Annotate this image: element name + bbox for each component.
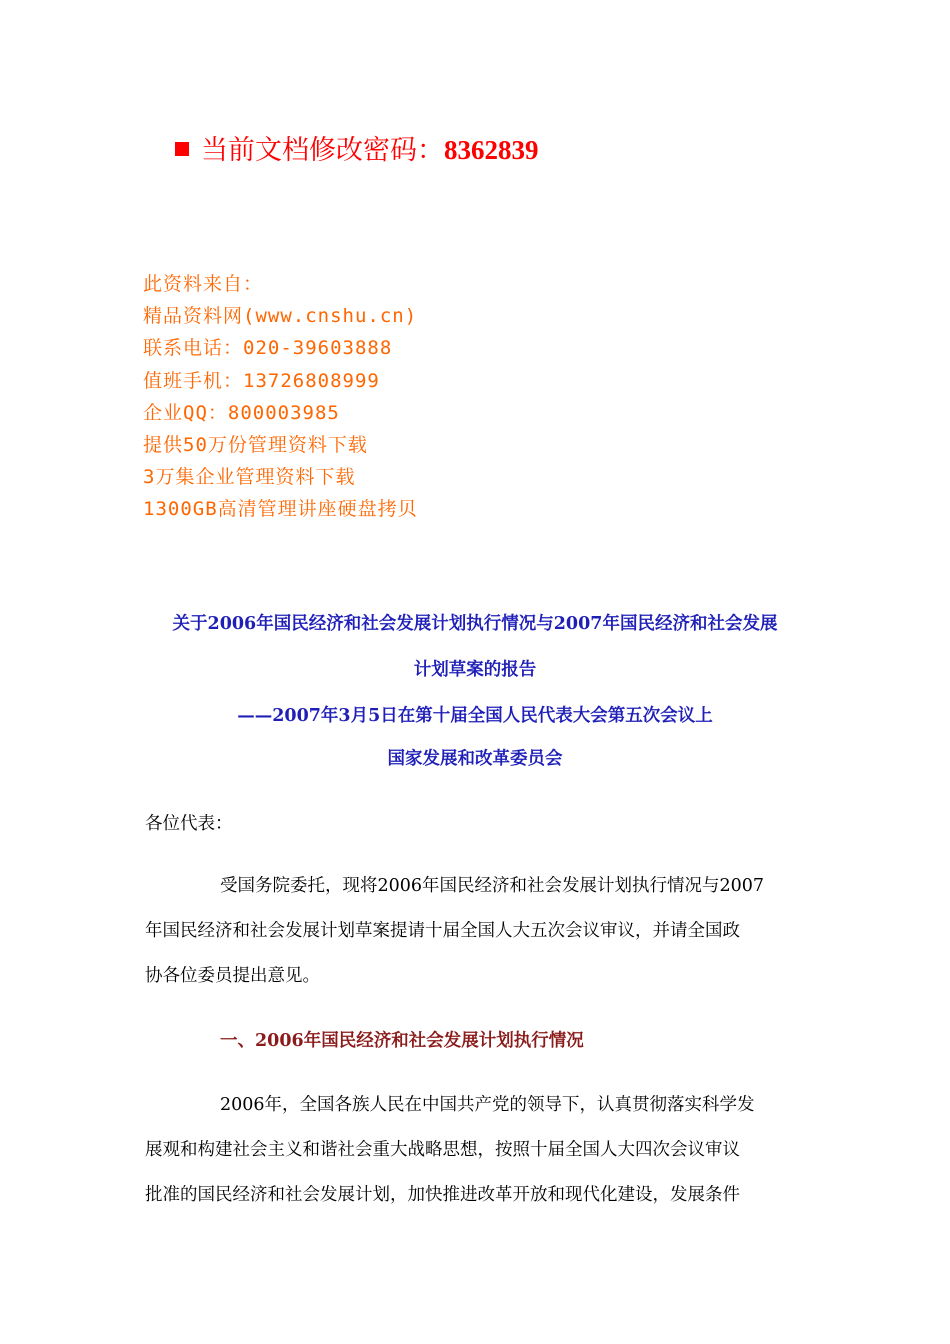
report-title-line-2: 计划草案的报告 — [413, 660, 537, 680]
password-label: 当前文档修改密码： — [201, 135, 444, 166]
report-author: 国家发展和改革委员会 — [387, 749, 563, 769]
source-info — [143, 268, 418, 526]
source-line: 3万集企业管理资料下载 — [143, 466, 356, 489]
source-line: 精品资料网(www.cnshu.cn) — [143, 305, 418, 328]
password-notice — [175, 128, 539, 167]
source-line: 提供50万份管理资料下载 — [143, 434, 368, 457]
square-bullet-icon — [175, 142, 189, 156]
source-line: 联系电话：020-39603888 — [143, 337, 393, 360]
paragraph-line: 展观和构建社会主义和谐社会重大战略思想，按照十届全国人大四次会议审议 — [145, 1140, 740, 1160]
source-line: 值班手机：13726808999 — [143, 369, 380, 392]
report-title-line-1: 关于2006年国民经济和社会发展计划执行情况与2007年国民经济和社会发展 — [172, 614, 778, 634]
paragraph-line: 协各位委员提出意见。 — [145, 966, 320, 986]
source-line: 企业QQ：800003985 — [143, 401, 340, 424]
salutation: 各位代表： — [145, 814, 233, 834]
paragraph-line: 受国务院委托，现将2006年国民经济和社会发展计划执行情况与2007 — [220, 876, 765, 896]
source-line: 1300GB高清管理讲座硬盘拷贝 — [143, 498, 418, 521]
section-paragraph — [145, 1083, 805, 1218]
section-heading: 一、2006年国民经济和社会发展计划执行情况 — [220, 1031, 584, 1051]
source-line: 此资料来自： — [143, 273, 264, 295]
report-subtitle: ——2007年3月5日在第十届全国人民代表大会第五次会议上 — [237, 706, 713, 726]
paragraph-line: 年国民经济和社会发展计划草案提请十届全国人大五次会议审议，并请全国政 — [145, 921, 740, 941]
paragraph-line: 批准的国民经济和社会发展计划，加快推进改革开放和现代化建设，发展条件 — [145, 1185, 740, 1205]
intro-paragraph — [145, 864, 805, 999]
paragraph-line: 2006年，全国各族人民在中国共产党的领导下，认真贯彻落实科学发 — [220, 1095, 755, 1115]
password-code: 8362839 — [444, 135, 539, 165]
